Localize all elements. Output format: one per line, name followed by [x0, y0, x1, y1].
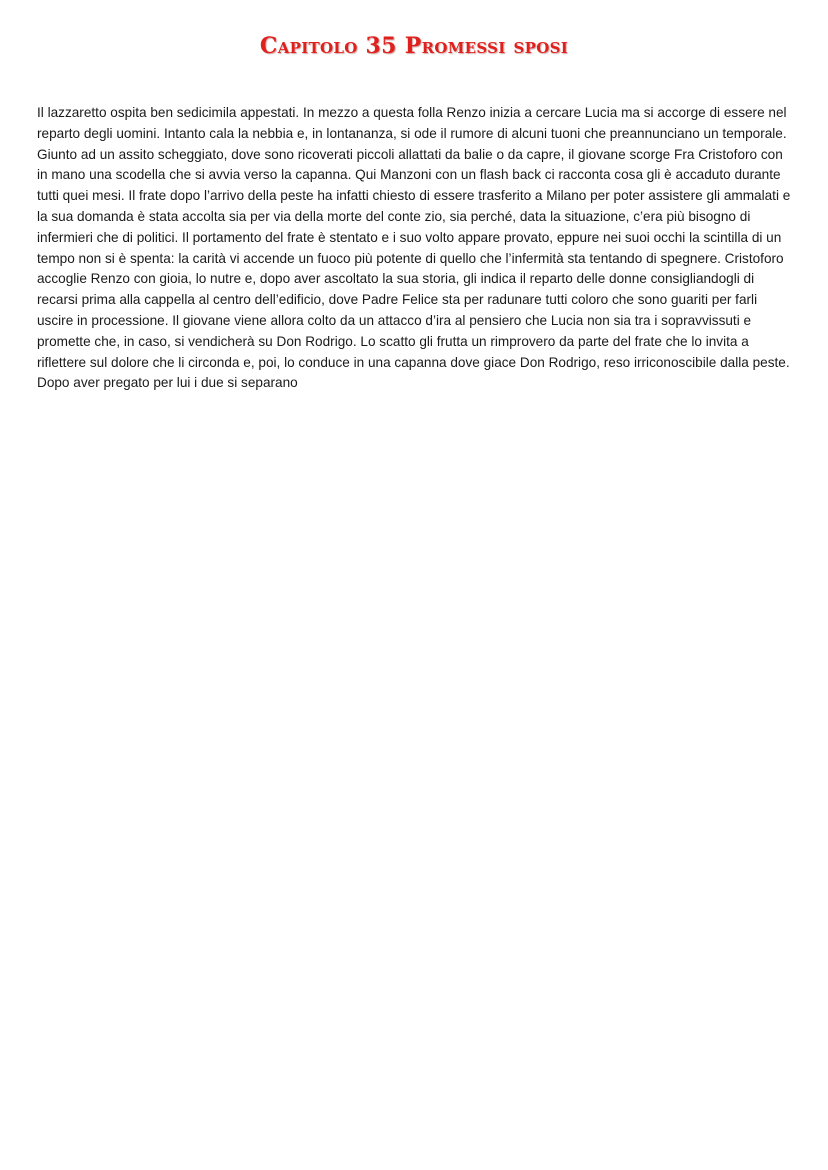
document-title: Capitolo 35 Promessi sposi	[259, 33, 569, 59]
document-body-paragraph: Il lazzaretto ospita ben sedicimila appestati. In mezzo a questa folla Renzo inizia a cercare Lucia ma si accorge di essere nel reparto degli uomini. Intanto cala la nebbia e, in lontananza, si ode il rumore di alcuni tuoni che preannunciano un temporale. Giunto ad un assito scheggiato, dove sono ricoverati piccoli allattati da balie o da capre, il giovane scorge Fra Cristoforo con in mano una scodella che si avvia verso la capanna. Qui Manzoni con un flash back ci racconta cosa gli è accaduto durante tutti quei mesi. Il frate dopo l’arrivo della peste ha infatti chiesto di essere trasferito a Milano per poter assistere gli ammalati e la sua domanda è stata accolta sia per via della morte del conte zio, sia perché, data la situazione, c’era più bisogno di infermieri che di politici. Il portamento del frate è stentato e i suo volto appare provato, eppure nei suoi occhi la scintilla di un tempo non si è spenta: la carità vi accende un fuoco più potente di quello che l’infermità sta tentando di spegnere. Cristoforo accoglie Renzo con gioia, lo nutre e, dopo aver ascoltato la sua storia, gli indica il reparto delle donne consigliandogli di recarsi prima alla cappella al centro dell’edificio, dove Padre Felice sta per radunare tutti coloro che sono guariti per farli uscire in processione. Il giovane viene allora colto da un attacco d’ira al pensiero che Lucia non sia tra i sopravvissuti e promette che, in caso, si vendicherà su Don Rodrigo. Lo scatto gli frutta un rimprovero da parte del frate che lo invita a riflettere sul dolore che li circonda e, poi, lo conduce in una capanna dove giace Don Rodrigo, reso irriconoscibile dalla peste. Dopo aver pregato per lui i due si separano	[37, 105, 791, 391]
